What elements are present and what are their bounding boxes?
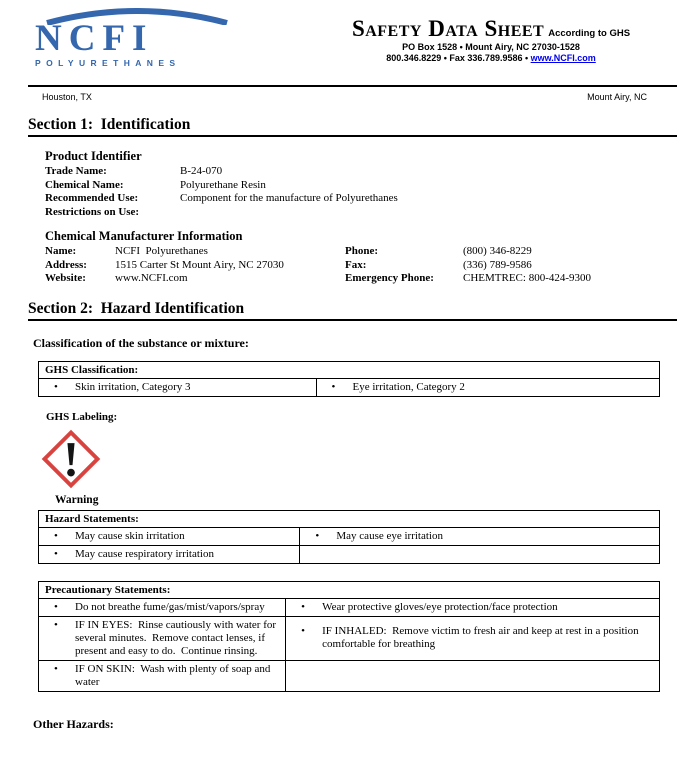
table-cell-empty: [285, 661, 659, 691]
manufacturer-right-column: [345, 245, 591, 286]
table-row: [39, 378, 659, 396]
hazard-eye: May cause eye irritation: [336, 529, 443, 542]
mfg-fax-value: (336) 789-9586: [463, 258, 532, 271]
manufacturer-heading: Chemical Manufacturer Information: [45, 229, 243, 243]
precaution-skin: IF ON SKIN: Wash with plenty of soap and water: [75, 662, 274, 688]
table-cell: [285, 617, 659, 660]
ghs-table-header: GHS Classification:: [45, 363, 139, 376]
hazard-table-header: Hazard Statements:: [45, 512, 139, 525]
logo-subtitle: POLYURETHANES: [35, 58, 181, 68]
table-cell: [316, 379, 659, 396]
kv-row: [345, 259, 591, 273]
kv-row: [45, 272, 345, 286]
mfg-website-label: Website:: [45, 272, 86, 284]
manufacturer-left-column: [45, 245, 345, 286]
empty-cell: [300, 548, 659, 561]
bullet-icon: •: [331, 380, 336, 393]
phone-fax-text: 800.346.8229 • Fax 336.789.9586 •: [386, 53, 531, 63]
ghs-classification-table: [38, 361, 660, 397]
bullet-icon: •: [54, 600, 58, 613]
product-identifier-heading: Product Identifier: [45, 149, 142, 163]
precaution-gloves: Wear protective gloves/eye protection/face protection: [322, 600, 558, 613]
address-line: PO Box 1528 • Mount Airy, NC 27030-1528: [402, 42, 580, 52]
table-cell-empty: [299, 546, 659, 563]
mfg-address-label: Address:: [45, 258, 87, 271]
table-row: [39, 660, 659, 691]
classification-heading: Classification of the substance or mixture:: [33, 335, 249, 350]
precautionary-statements-table: [38, 581, 660, 692]
bullet-icon: •: [54, 618, 58, 631]
table-cell: [39, 528, 299, 545]
ghs-pictogram-block: [41, 429, 677, 507]
table-row: [39, 545, 659, 563]
mfg-address-value: 1515 Carter St Mount Airy, NC 27030: [115, 258, 284, 271]
manufacturer-block: [45, 229, 677, 286]
precaution-breathe: Do not breathe fume/gas/mist/vapors/spray: [75, 600, 265, 613]
table-row: [39, 598, 659, 616]
section2-heading: Section 2: Hazard Identification: [28, 300, 677, 321]
kv-row: [45, 179, 677, 193]
logo-name: NCFI: [35, 18, 154, 59]
precaution-inhaled: IF INHALED: Remove victim to fresh air and keep at rest in a position comfortable for breathing: [322, 625, 642, 650]
mfg-phone-label: Phone:: [345, 245, 378, 257]
kv-row: [45, 192, 677, 206]
precaution-table-header: Precautionary Statements:: [45, 583, 171, 596]
precaution-eyes: IF IN EYES: Rinse cautiously with water for several minutes. Remove contact lenses, if present and easy to do. Continue rinsing.: [75, 618, 279, 657]
bullet-icon: •: [54, 547, 58, 560]
table-cell: [39, 546, 299, 563]
empty-cell: [286, 663, 659, 689]
hazard-skin: May cause skin irritation: [75, 529, 185, 542]
trade-name-value: B-24-070: [180, 165, 223, 177]
bullet-icon: •: [301, 600, 305, 613]
bullet-icon: •: [54, 662, 58, 675]
mfg-fax-label: Fax:: [345, 258, 367, 271]
kv-row: [45, 245, 345, 259]
chemical-name-value: Polyurethane Resin: [180, 178, 266, 191]
ncfi-logo: [35, 8, 240, 68]
restrictions-label: Restrictions on Use:: [45, 205, 140, 218]
locations-row: [28, 87, 677, 102]
title-block: [305, 8, 677, 64]
exclamation-mark-pictogram-icon: [41, 429, 101, 489]
table-cell: [39, 661, 285, 691]
table-cell: [39, 379, 316, 396]
bullet-icon: •: [54, 380, 58, 393]
bullet-icon: •: [315, 529, 320, 542]
section1-heading: Section 1: Identification: [28, 116, 677, 137]
chemical-name-label: Chemical Name:: [45, 178, 124, 191]
table-row: [39, 527, 659, 545]
location-right: Mount Airy, NC: [587, 92, 647, 102]
ghs-class-eye: Eye irritation, Category 2: [352, 380, 465, 393]
mfg-phone-value: (800) 346-8229: [463, 245, 532, 257]
product-identifier-block: [45, 149, 677, 219]
other-hazards-heading: Other Hazards:: [33, 716, 114, 731]
kv-row: [45, 259, 345, 273]
table-cell: [39, 599, 285, 616]
title-suffix: According to GHS: [548, 28, 631, 39]
bullet-icon: •: [301, 625, 305, 637]
table-cell: [285, 599, 659, 616]
kv-row: [45, 165, 677, 179]
kv-row: [45, 206, 677, 220]
table-cell: [39, 617, 285, 660]
document-title: Safety Data Sheet: [351, 16, 545, 41]
ghs-class-skin: Skin irritation, Category 3: [75, 380, 191, 393]
mfg-emergency-label: Emergency Phone:: [345, 272, 434, 284]
page-header: [28, 8, 677, 78]
hazard-statements-table: [38, 510, 660, 564]
website-link[interactable]: www.NCFI.com: [530, 53, 596, 63]
kv-row: [345, 272, 591, 286]
document-title-line: [305, 16, 677, 42]
hazard-respiratory: May cause respiratory irritation: [75, 547, 214, 560]
table-row: [39, 616, 659, 660]
mfg-emergency-value: CHEMTREC: 800-424-9300: [463, 272, 592, 284]
ghs-labeling-heading: GHS Labeling:: [46, 410, 118, 423]
table-cell: [299, 528, 659, 545]
mfg-website-value: www.NCFI.com: [115, 272, 188, 284]
signal-word: Warning: [55, 493, 99, 506]
location-left: Houston, TX: [42, 92, 92, 102]
recommended-use-label: Recommended Use:: [45, 192, 139, 204]
mfg-name-value: NCFI Polyurethanes: [115, 245, 208, 257]
mfg-name-label: Name:: [45, 245, 77, 257]
trade-name-label: Trade Name:: [45, 165, 107, 177]
bullet-icon: •: [54, 529, 58, 542]
recommended-use-value: Component for the manufacture of Polyurethanes: [180, 192, 398, 204]
kv-row: [345, 245, 591, 259]
phone-line: [305, 53, 677, 64]
